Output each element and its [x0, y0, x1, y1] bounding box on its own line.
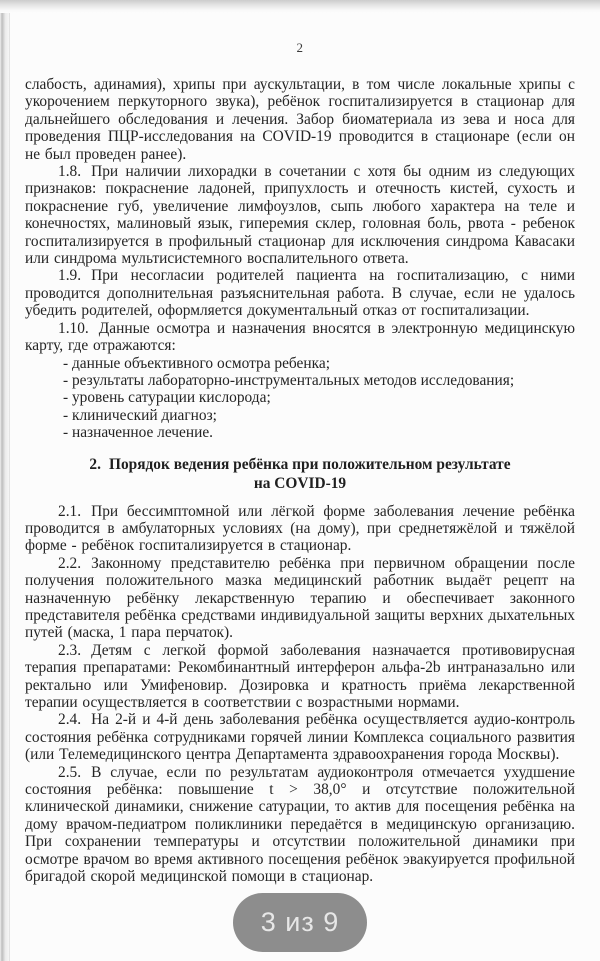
- page-number: 2: [296, 40, 304, 55]
- clause-text: Данные осмотра и назначения вносятся в электронную медицинскую карту, где отражаются:: [25, 319, 575, 355]
- list-item: - данные объективного осмотра ребенка;: [63, 354, 330, 372]
- paragraph-2-2: [25, 555, 575, 642]
- clause-number: 1.9.: [58, 267, 82, 285]
- clause-text: При несогласии родителей пациента на госпитализацию, с ними проводится дополнительная разъяснительная работа. В случае, если не удалось убедить родителей, оформляется документальный отказ от госпитализации.: [25, 267, 575, 320]
- clause-text: При бессимптомной или лёгкой форме заболевания лечение ребёнка проводится в амбулаторных условиях (на дому), при среднетяжёлой и тяжёлой форме - ребёнок госпитализируется в стационар.: [25, 502, 575, 555]
- section-title-line2: на COVID-19: [253, 475, 347, 493]
- paragraph-1-8: [25, 163, 575, 267]
- paragraph-2-1: [25, 503, 575, 555]
- clause-number: 2.3.: [58, 641, 82, 659]
- paragraph-2-5: [25, 764, 575, 886]
- clause-text: На 2-й и 4-й день заболевания ребёнка осуществляется аудио-контроль состояния ребёнка сотрудниками горячей линии Комплекса социального развития (или Телемедицинского центра Департамента здравоохранения города Москвы).: [25, 711, 575, 764]
- section-number: 2.: [89, 455, 101, 473]
- paragraph-2-4: [25, 711, 575, 763]
- clause-number: 2.5.: [58, 763, 82, 781]
- paragraph-2-3: [25, 642, 575, 712]
- page-indicator-pill[interactable]: 3 из 9: [233, 893, 367, 952]
- list-item: - назначенное лечение.: [63, 424, 214, 442]
- list-item: - уровень сатурации кислорода;: [63, 389, 271, 407]
- paragraph-1-10: [25, 320, 575, 355]
- list-item: - результаты лабораторно-инструментальных методов исследования;: [63, 371, 515, 389]
- clause-text: Детям с легкой формой заболевания назначается противовирусная терапия препаратами: Рекомбинантный интерферон альфа-2b интраназально или ректально или Умифеновир. Дозировка и кратность приёма лекарственной терапии осуществляется в соответствии с возрастными нормами.: [25, 641, 575, 711]
- page-left-edge-shadow: [0, 0, 10, 961]
- clause-number: 2.4.: [58, 711, 82, 729]
- paragraph-continuation: слабость, адинамия), хрипы при аускультации, в том числе локальные хрипы с укорочением перкуторного звука), ребёнок госпитализируется в стационар для дальнейшего обследования и лечения. Забор биоматериала из зева и носа для проведения ПЦР-исследования на COVID-19 проводится в стационаре (если он не был проведен ранее).: [25, 76, 575, 163]
- clause-number: 2.1.: [58, 502, 82, 520]
- list-item: - клинический диагноз;: [63, 406, 217, 424]
- clause-number: 1.10.: [58, 319, 89, 337]
- section-heading: [55, 455, 545, 494]
- clause-number: 2.2.: [58, 554, 82, 572]
- page-top-shadow: [0, 0, 600, 13]
- section-title-line1: Порядок ведения ребёнка при положительном результате: [108, 455, 511, 473]
- clause-number: 1.8.: [58, 163, 82, 181]
- paragraph-1-9: [25, 267, 575, 319]
- clause-text: В случае, если по результатам аудиоконтроля отмечается ухудшение состояния ребёнка: повышение t > 38,0° и отсутствие положительной клинической динамики, снижение сатурации, то актив для посещения ребёнка на дому врачом-педиатром поликлиники передаётся в медицинскую организацию. При сохранении температуры и отсутствии положительной динамики при осмотре врачом во время активного посещения ребёнок эвакуируется профильной бригадой скорой медицинской помощи в стационар.: [25, 763, 575, 886]
- clause-text: При наличии лихорадки в сочетании с хотя бы одним из следующих признаков: покраснение ладоней, припухлость и отечность кистей, сухость и покраснение губ, увеличение лимфоузлов, сыпь любого характера на теле и конечностях, малиновый язык, гиперемия склер, головная боль, рвота - ребенок госпитализируется в профильный стационар для исключения синдрома Кавасаки или синдрома мультисистемного воспалительного ответа.: [25, 163, 575, 268]
- clause-text: Законному представителю ребёнка при первичном обращении после получения положительного мазка медицинский работник выдаёт рецепт на назначенную ребёнку лекарственную терапию и обеспечивает законного представителя ребёнка средствами индивидуальной защиты верхних дыхательных путей (маска, 1 пара перчаток).: [25, 554, 575, 642]
